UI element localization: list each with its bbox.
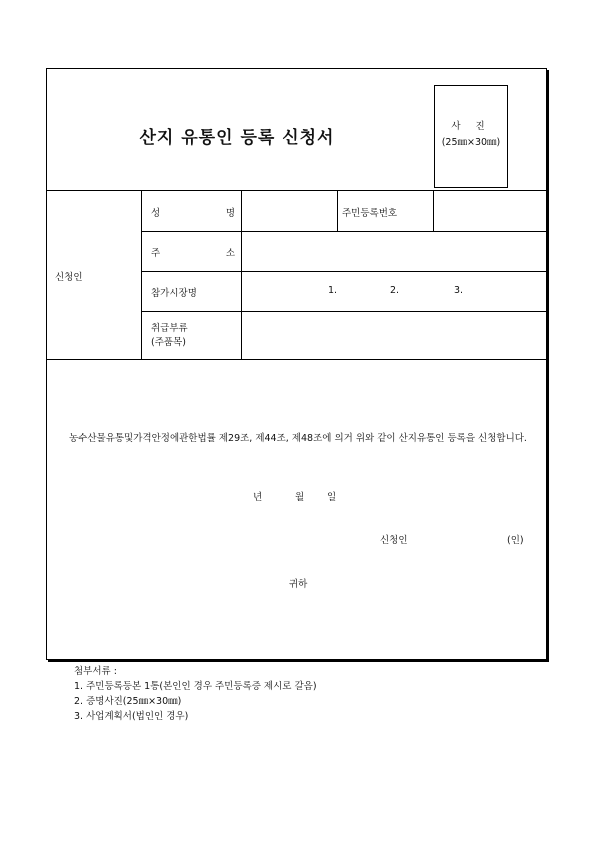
item-category-field[interactable] xyxy=(242,312,547,359)
attachments-heading: 첨부서류 : xyxy=(74,666,117,677)
signature-applicant-label: 신청인 xyxy=(380,535,408,546)
market-label: 참가시장명 xyxy=(151,288,197,299)
item-category-subtext: (주품목) xyxy=(151,337,186,348)
divider xyxy=(141,271,546,272)
attachment-item: 2. 증명사진(25㎜×30㎜) xyxy=(74,696,182,707)
recipient-label: 귀하 xyxy=(289,579,308,590)
photo-size: (25㎜×30㎜) xyxy=(441,137,501,148)
form-title: 산지 유통인 등록 신청서 xyxy=(139,128,335,148)
address-field[interactable] xyxy=(242,232,547,271)
date-month: 월 xyxy=(295,492,305,503)
photo-box xyxy=(434,85,508,188)
attachment-item: 3. 사업계획서(법인인 경우) xyxy=(74,711,189,722)
item-category-label xyxy=(151,322,188,350)
divider xyxy=(47,359,546,360)
name-label-char: 명 xyxy=(225,208,235,219)
name-label xyxy=(151,205,235,219)
market-option-1[interactable]: 1. xyxy=(328,285,338,296)
applicant-section-label: 신청인 xyxy=(55,272,83,283)
address-label-char: 주 xyxy=(151,248,161,259)
name-label-char: 성 xyxy=(151,208,161,219)
market-option-2[interactable]: 2. xyxy=(390,285,400,296)
divider xyxy=(337,190,338,231)
seal-mark: (인) xyxy=(507,535,524,546)
attachments-list xyxy=(74,664,317,724)
date-day: 일 xyxy=(327,492,337,503)
attachment-item: 1. 주민등록등본 1통(본인인 경우 주민등록증 제시로 갈음) xyxy=(74,681,317,692)
application-form xyxy=(46,68,547,660)
divider xyxy=(141,190,142,359)
application-statement: 농수산물유통및가격안정에관한법률 제29조, 제44조, 제48조에 의거 위와 같이 산지유통인 등록을 신청합니다. xyxy=(69,433,527,444)
item-category-text: 취급부류 xyxy=(151,323,188,334)
date-year: 년 xyxy=(253,492,263,503)
rrn-field[interactable] xyxy=(434,191,547,231)
rrn-label: 주민등록번호 xyxy=(342,208,398,219)
address-label-char: 소 xyxy=(225,248,235,259)
address-label xyxy=(151,245,235,259)
photo-label: 사 진 xyxy=(451,121,491,132)
market-option-3[interactable]: 3. xyxy=(454,285,464,296)
name-field[interactable] xyxy=(242,191,337,231)
